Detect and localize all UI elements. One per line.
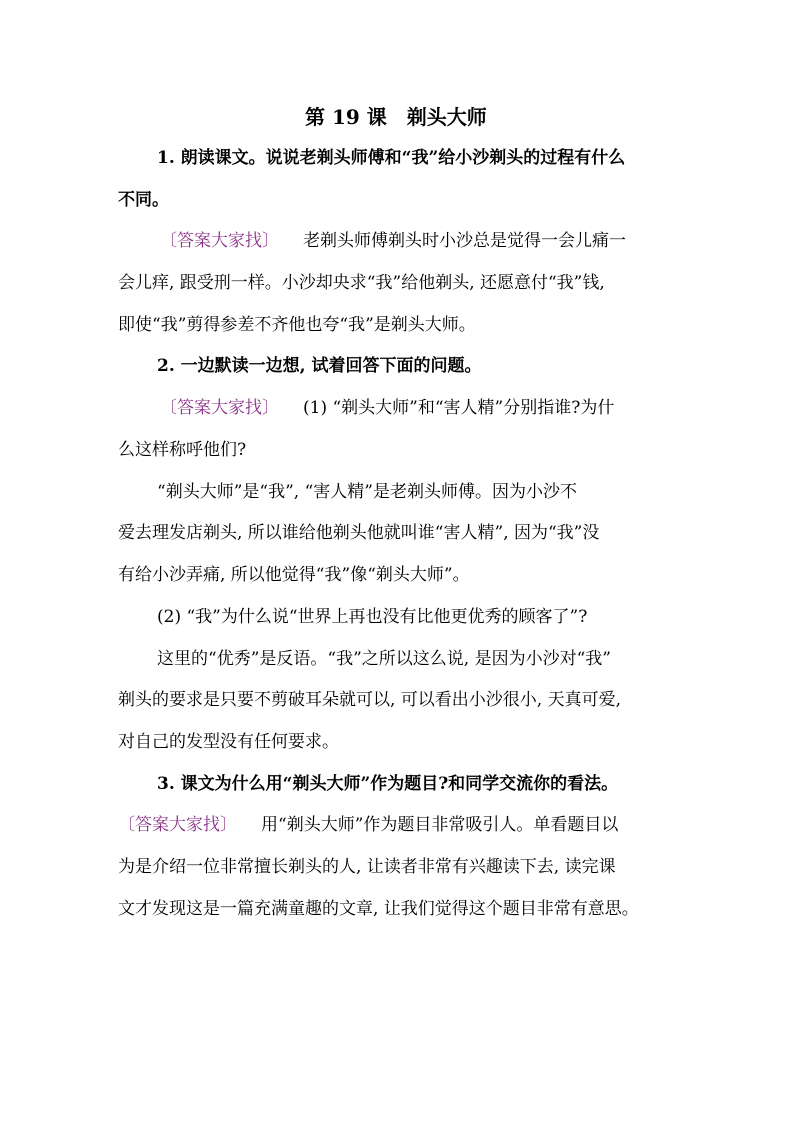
answer-1-text: 老剃头师傅剃头时小沙总是觉得一会儿痛一 (303, 231, 626, 251)
question-2-line-1: 2. 一边默读一边想, 试着回答下面的问题。 (157, 356, 482, 376)
answer-2-ans2-line-2: 剃头的要求是只要不剪破耳朵就可以, 可以看出小沙很小, 天真可爱, (118, 690, 622, 710)
question-1-line-2: 不同。 (118, 190, 169, 210)
answer-2-ans2-line-1: 这里的“优秀”是反语。“我”之所以这么说, 是因为小沙对“我” (157, 649, 611, 669)
answer-1-line-1 (160, 229, 626, 253)
answer-2-ans2-line-3: 对自己的发型没有任何要求。 (118, 732, 339, 752)
answer-3-line-1 (118, 813, 618, 837)
answer-tag: 〔答案大家找〕 (160, 398, 279, 418)
answer-2-ans1-line-3: 有给小沙弄痛, 所以他觉得“我”像“剃头大师”。 (118, 565, 470, 585)
answer-tag: 〔答案大家找〕 (160, 231, 279, 251)
answer-2-sub1-text: (1) “剃头大师”和“害人精”分别指谁?为什 (303, 398, 615, 418)
answer-2-sub2-line-1: (2) “我”为什么说“世界上再也没有比他更优秀的顾客了”? (157, 607, 588, 627)
answer-2-sub1-line-2: 么这样称呼他们? (118, 440, 247, 460)
answer-2-ans1-line-2: 爱去理发店剃头, 所以谁给他剃头他就叫谁“害人精”, 因为“我”没 (118, 523, 600, 543)
answer-1-line-3: 即使“我”剪得参差不齐他也夸“我”是剃头大师。 (118, 315, 476, 335)
answer-tag: 〔答案大家找〕 (118, 815, 237, 835)
question-1-line-1: 1. 朗读课文。说说老剃头师傅和“我”给小沙剃头的过程有什么 (157, 148, 626, 168)
answer-3-line-2: 为是介绍一位非常擅长剃头的人, 让读者非常有兴趣读下去, 读完课 (118, 857, 616, 877)
answer-3-text: 用“剃头大师”作为题目非常吸引人。单看题目以 (261, 815, 619, 835)
question-3-line-1: 3. 课文为什么用“剃头大师”作为题目?和同学交流你的看法。 (157, 774, 619, 794)
answer-1-line-2: 会儿痒, 跟受刑一样。小沙却央求“我”给他剃头, 还愿意付“我”钱, (118, 273, 605, 293)
answer-3-line-3: 文才发现这是一篇充满童趣的文章, 让我们觉得这个题目非常有意思。 (118, 899, 639, 919)
answer-2-sub1-line-1 (160, 396, 614, 420)
page-title: 第 19 课 剃头大师 (305, 105, 487, 129)
answer-2-ans1-line-1: “剃头大师”是“我”, “害人精”是老剃头师傅。因为小沙不 (157, 482, 577, 502)
